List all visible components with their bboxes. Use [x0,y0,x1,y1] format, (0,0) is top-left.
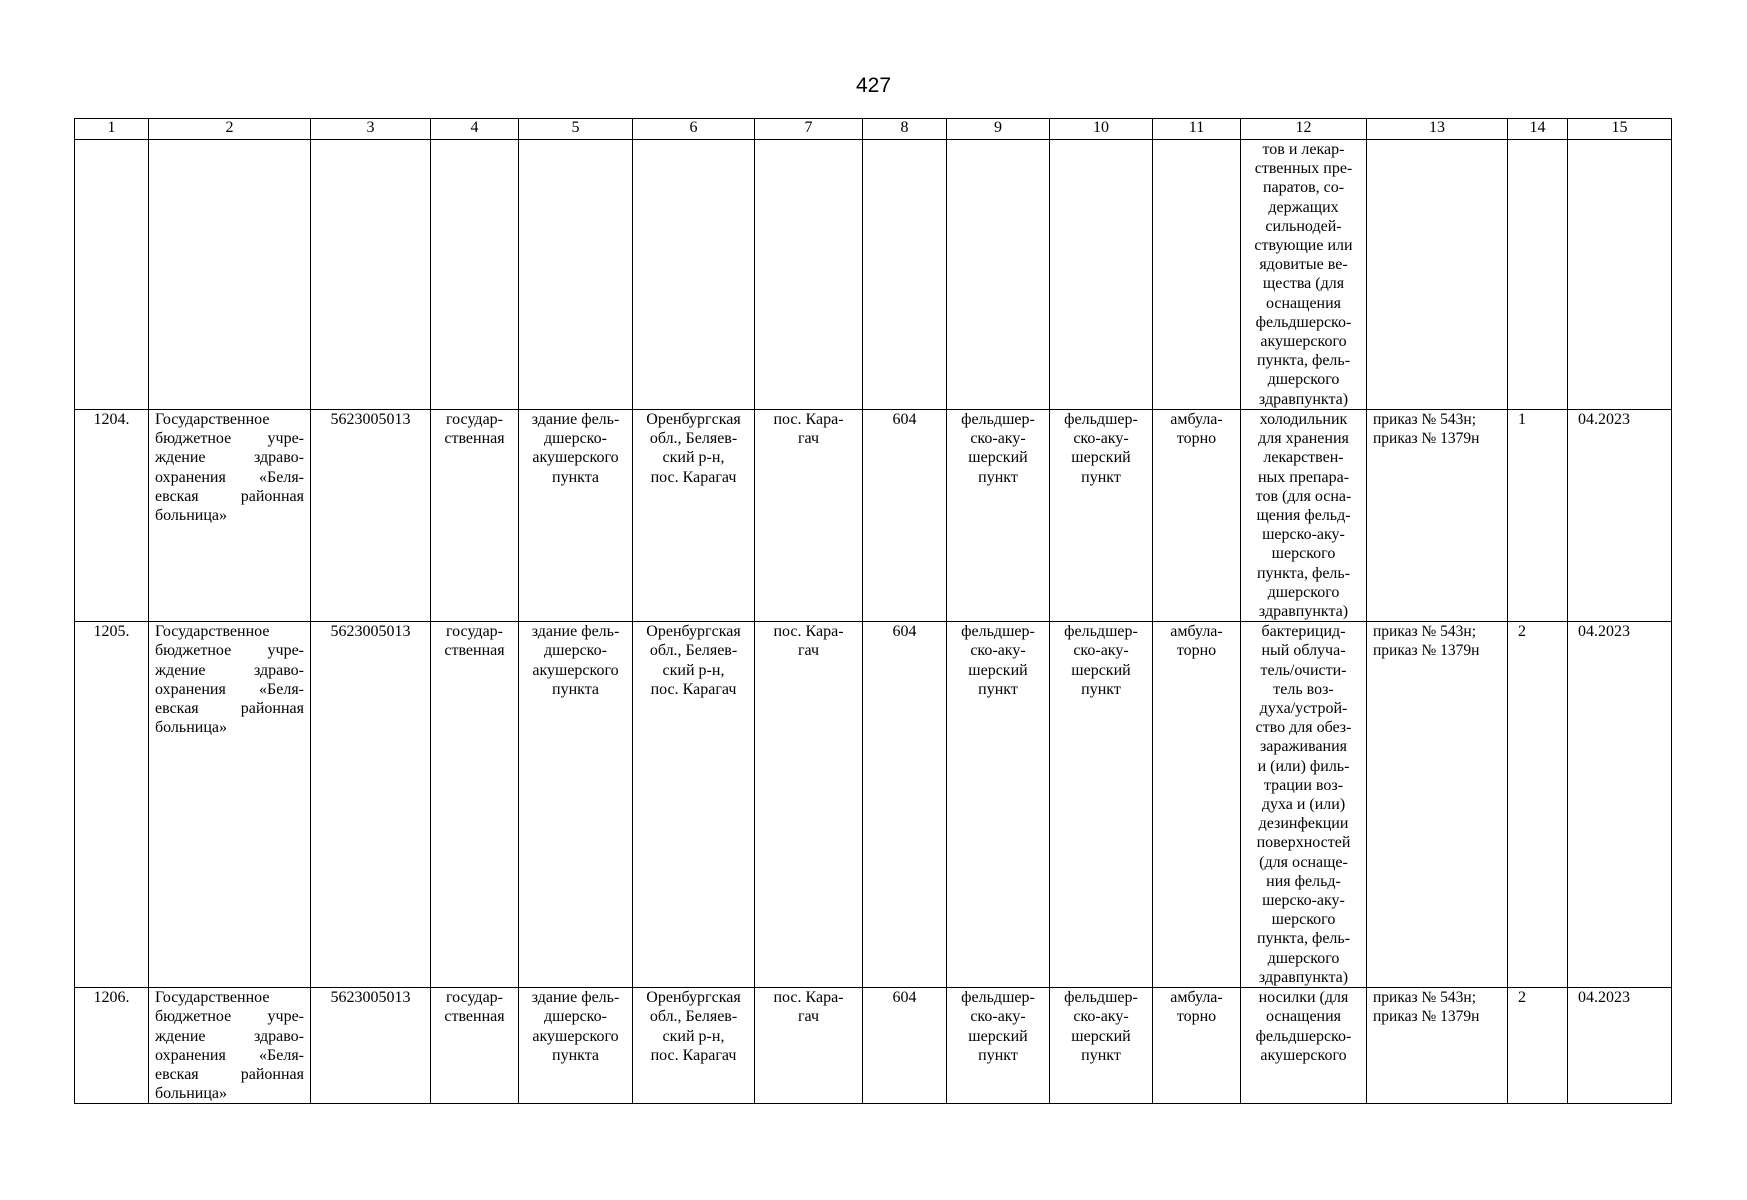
cell-date: 04.2023 [1568,988,1672,1104]
text-line: бюджетное учре- [155,1008,304,1026]
text-line: государ- [445,411,503,428]
text-line: тель/очисти- [1260,661,1347,679]
cell-order [1367,140,1508,410]
text-line: гач [797,430,820,448]
text-line: амбула- [1170,989,1223,1007]
cell-settlement [755,140,863,410]
text-line: ственная [444,430,505,448]
text-line: ждение здраво- [155,1027,304,1045]
text-line: шерский [968,1027,1028,1045]
cell-equipment [1241,988,1367,1104]
text-line: пункт [1081,468,1121,486]
table-row [75,622,1672,988]
text-line: тель воз- [1273,680,1334,698]
cell-care [1153,622,1241,988]
cell-ownership [431,988,519,1104]
text-line: евская районная [155,1065,304,1083]
text-line: шерского [1271,545,1336,563]
text-line: фельдшер- [961,989,1035,1007]
cell-unit-type [947,988,1050,1104]
text-line: гач [797,642,820,660]
text-line: ско-аку- [970,642,1026,660]
text-line: пункта [552,1046,599,1064]
cell-building [519,410,633,622]
text-line: пункт [978,1046,1018,1064]
table-row-continuation [75,140,1672,410]
text-line: ных препара- [1257,468,1350,486]
text-line: охранения «Беля- [155,680,304,698]
cell-num: 1206. [75,988,149,1104]
text-line: пункт [1081,680,1121,698]
text-line: Государственное [155,411,270,428]
cell-settlement [755,410,863,622]
column-number-10: 10 [1050,119,1153,140]
column-number-11: 11 [1153,119,1241,140]
text-line: духа/устрой- [1259,700,1348,718]
text-line: здравпункта) [1258,390,1349,408]
text-line: акушерского [532,661,619,679]
text-line: шерско-аку- [1262,526,1345,544]
text-line: дшерско- [544,1008,607,1026]
column-number-1: 1 [75,119,149,140]
column-number-9: 9 [947,119,1050,140]
text-line: акушерского [532,449,619,467]
text-line: пункта, фель- [1256,564,1351,582]
column-number-2: 2 [149,119,311,140]
text-line: больница» [155,507,227,525]
text-line: оснащения [1265,294,1342,312]
text-line: ский р-н, [662,661,725,679]
text-line: амбула- [1170,623,1223,641]
text-line: евская районная [155,700,304,718]
cell-unit-name [1050,988,1153,1104]
cell-date: 04.2023 [1568,410,1672,622]
cell-qty [1508,140,1568,410]
cell-unit-name [1050,622,1153,988]
text-line: холодильник [1259,411,1348,428]
text-line: здание фель- [531,989,620,1007]
cell-num: 1205. [75,622,149,988]
text-line: акушерского [1260,1046,1347,1064]
text-line: акушерского [1260,333,1347,351]
text-line: приказ № 543н; [1373,989,1477,1007]
cell-care [1153,410,1241,622]
text-line: амбула- [1170,411,1223,428]
cell-code: 604 [863,988,947,1104]
text-line: фельдшер- [961,623,1035,641]
cell-num [75,140,149,410]
cell-num: 1204. [75,410,149,622]
text-line: ственная [444,1008,505,1026]
text-line: торно [1176,430,1217,448]
text-line: ско-аку- [1073,642,1129,660]
cell-date [1568,140,1672,410]
column-number-7: 7 [755,119,863,140]
cell-address [633,410,755,622]
text-line: здание фель- [531,411,620,428]
text-line: Государственное [155,989,270,1007]
cell-unit-type [947,622,1050,988]
cell-unit-type [947,410,1050,622]
text-line: пос. Кара- [773,411,844,428]
text-line: пос. Карагач [650,680,737,698]
cell-equipment [1241,622,1367,988]
text-line: Оренбургская [646,623,741,641]
text-line: Государственное [155,623,270,641]
text-line: пункт [1081,1046,1121,1064]
text-line: пос. Кара- [773,623,844,641]
text-line: шерский [1071,1027,1131,1045]
cell-qty: 2 [1508,988,1568,1104]
text-line: ско-аку- [970,1008,1026,1026]
text-line: больница» [155,719,227,737]
text-line: ский р-н, [662,1027,725,1045]
text-line: приказ № 543н; [1373,411,1477,428]
cell-code: 604 [863,622,947,988]
cell-qty: 2 [1508,622,1568,988]
cell-building [519,622,633,988]
text-line: приказ № 1379н [1373,642,1480,660]
text-line: ство для обез- [1255,719,1352,737]
text-line: пункта, фель- [1256,930,1351,948]
text-line: шерский [968,449,1028,467]
text-line: ствующие или [1254,237,1353,255]
registry-table [74,118,1672,1104]
cell-building [519,140,633,410]
text-line: ждение здраво- [155,661,304,679]
cell-order [1367,622,1508,988]
cell-inn: 5623005013 [311,410,431,622]
cell-settlement [755,622,863,988]
text-line: ждение здраво- [155,449,304,467]
text-line: дшерского [1267,949,1340,967]
text-line: шерского [1271,911,1336,929]
text-line: тов (для осна- [1255,487,1352,505]
text-line: торно [1176,1008,1217,1026]
text-line: пункта [552,468,599,486]
text-line: (для оснаще- [1259,853,1348,871]
text-line: дшерского [1267,371,1340,389]
cell-equipment [1241,410,1367,622]
text-line: ядовитые ве- [1259,256,1348,274]
text-line: здравпункта) [1258,603,1349,621]
text-line: государ- [445,989,503,1007]
cell-unit-type [947,140,1050,410]
column-number-8: 8 [863,119,947,140]
text-line: ственных пре- [1254,160,1353,178]
text-line: дшерско- [544,642,607,660]
cell-inn: 5623005013 [311,622,431,988]
table-row [75,410,1672,622]
text-line: поверхностей [1256,834,1351,852]
cell-order [1367,410,1508,622]
text-line: пункт [978,468,1018,486]
text-line: оснащения [1265,1008,1342,1026]
text-line: торно [1176,642,1217,660]
cell-unit-name [1050,410,1153,622]
cell-care [1153,988,1241,1104]
text-line: здание фель- [531,623,620,641]
text-line: пос. Карагач [650,1046,737,1064]
column-number-5: 5 [519,119,633,140]
text-line: сильнодей- [1265,217,1342,235]
cell-org [149,140,311,410]
column-number-6: 6 [633,119,755,140]
table-row [75,988,1672,1104]
text-line: акушерского [532,1027,619,1045]
text-line: тов и лекар- [1262,141,1345,158]
text-line: ский р-н, [662,449,725,467]
text-line: дшерского [1267,583,1340,601]
text-line: трации воз- [1263,776,1344,794]
column-number-14: 14 [1508,119,1568,140]
text-line: фельдшерско- [1255,1027,1352,1045]
text-line: ния фельд- [1266,872,1341,890]
text-line: ственная [444,642,505,660]
text-line: фельдшер- [1064,411,1138,428]
text-line: приказ № 1379н [1373,430,1480,448]
text-line: щения фельд- [1256,507,1351,525]
text-line: щества (для [1262,275,1345,293]
text-line: носилки (для [1258,989,1349,1007]
text-line: охранения «Беля- [155,1046,304,1064]
text-line: гач [797,1008,820,1026]
text-line: лекарствен- [1263,449,1344,467]
text-line: обл., Беляев- [649,430,738,448]
text-line: пункт [978,680,1018,698]
text-line: держащих [1268,198,1339,216]
cell-address [633,988,755,1104]
text-line: евская районная [155,487,304,505]
column-number-3: 3 [311,119,431,140]
text-line: духа и (или) [1261,796,1346,814]
text-line: и (или) филь- [1257,757,1350,775]
cell-settlement [755,988,863,1104]
text-line: фельдшер- [961,411,1035,428]
text-line: охранения «Беля- [155,468,304,486]
text-line: бюджетное учре- [155,430,304,448]
text-line: больница» [155,1085,227,1103]
text-line: пос. Карагач [650,468,737,486]
text-line: пункта [552,680,599,698]
text-line: приказ № 543н; [1373,623,1477,641]
cell-care [1153,140,1241,410]
cell-ownership [431,410,519,622]
text-line: ный облуча- [1261,642,1346,660]
cell-unit-name [1050,140,1153,410]
text-line: Оренбургская [646,989,741,1007]
column-number-row [75,119,1672,140]
column-number-4: 4 [431,119,519,140]
column-number-15: 15 [1568,119,1672,140]
text-line: дезинфекции [1258,815,1349,833]
cell-building [519,988,633,1104]
cell-date: 04.2023 [1568,622,1672,988]
cell-inn [311,140,431,410]
cell-address [633,622,755,988]
cell-code: 604 [863,410,947,622]
cell-qty: 1 [1508,410,1568,622]
cell-org [149,622,311,988]
cell-address [633,140,755,410]
column-number-13: 13 [1367,119,1508,140]
text-line: паратов, со- [1262,179,1345,197]
text-line: обл., Беляев- [649,642,738,660]
text-line: пункта, фель- [1256,352,1351,370]
cell-equipment-continuation [1241,140,1367,410]
text-line: здравпункта) [1258,968,1349,986]
cell-order [1367,988,1508,1104]
text-line: ско-аку- [1073,430,1129,448]
cell-inn: 5623005013 [311,988,431,1104]
text-line: фельдшерско- [1255,313,1352,331]
text-line: шерско-аку- [1262,892,1345,910]
text-line: шерский [1071,449,1131,467]
text-line: государ- [445,623,503,641]
column-number-12: 12 [1241,119,1367,140]
cell-org [149,988,311,1104]
text-line: пос. Кара- [773,989,844,1007]
cell-ownership [431,140,519,410]
cell-org [149,410,311,622]
text-line: обл., Беляев- [649,1008,738,1026]
text-line: ско-аку- [970,430,1026,448]
text-line: фельдшер- [1064,989,1138,1007]
text-line: фельдшер- [1064,623,1138,641]
text-line: шерский [968,661,1028,679]
text-line: для хранения [1258,430,1349,448]
text-line: Оренбургская [646,411,741,428]
text-line: бюджетное учре- [155,642,304,660]
text-line: приказ № 1379н [1373,1008,1480,1026]
text-line: ско-аку- [1073,1008,1129,1026]
cell-code [863,140,947,410]
text-line: шерский [1071,661,1131,679]
page-number: 427 [855,74,892,97]
text-line: дшерско- [544,430,607,448]
text-line: бактерицид- [1261,623,1346,641]
text-line: зараживания [1259,738,1348,756]
cell-ownership [431,622,519,988]
